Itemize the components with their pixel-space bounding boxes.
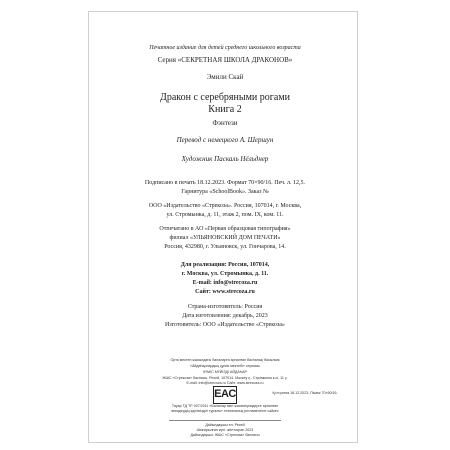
kz-line9: Дайындаушы ел: Ресей bbox=[205, 423, 245, 427]
printer-line1: Отпечатано в АО «Первая образцовая типография» bbox=[159, 226, 291, 232]
publisher-line2: ул. Стромынка, д. 11, этаж 2, пом. IX, ком. 11. bbox=[166, 212, 284, 218]
sales-email: E-mail: info@strecoza.ru bbox=[192, 280, 258, 286]
age-note: Печатное издание для детей среднего школьного возраста bbox=[149, 45, 301, 51]
sales-line1: Для реализации: Россия, 107014, bbox=[180, 262, 270, 268]
book-volume: Книга 2 bbox=[208, 104, 242, 115]
sales-site: Сайт: www.strecoza.ru bbox=[195, 289, 255, 295]
kz-line4: ЖШС «Стрекоза» баспасы. Ресей, 107014, Мәскеу қ., Стромынка к-сі, 11 ү. bbox=[162, 376, 288, 380]
translator: Перевод с немецкого А. Шершун bbox=[176, 136, 274, 144]
book-title: Дракон с серебряными рогами bbox=[160, 92, 290, 103]
printer-line2: филиал «УЛЬЯНОВСКИЙ ДОМ ПЕЧАТИ» bbox=[169, 235, 281, 241]
kz-line7: Тауар ТД ТР 007/2011 «Балалар мен жасөспірімдерге арналған bbox=[171, 404, 279, 408]
eac-mark: EAC bbox=[213, 386, 237, 404]
kz-line1: Орта мектеп жасындағы балаларға арналған баспалық басылым bbox=[170, 358, 280, 362]
kz-line11: Дайындаушы: ЖШС «Стрекоза» баспасы bbox=[190, 433, 260, 437]
author: Эмили Скай bbox=[206, 73, 244, 81]
kz-line6: Қол қоюға 18.12.2023. Пішімі 70×90/16. bbox=[272, 391, 338, 395]
printer-line3: Россия, 432980, г. Ульяновск, ул. Гончарова, 14. bbox=[164, 244, 286, 250]
divider bbox=[169, 420, 281, 421]
print-info-line1: Подписано в печать 18.12.2023. Формат 70×90/16. Печ. л. 12,5. bbox=[144, 180, 306, 186]
kz-line5: E-mail: info@strecoza.ru Сайт: www.strecoza.ru bbox=[186, 381, 264, 385]
print-info-line2: Гарнитура «SchoolBook». Заказ № bbox=[181, 189, 269, 195]
country-of-manufacture: Страна-изготовитель: Россия bbox=[187, 304, 263, 310]
sales-line2: г. Москва, ул. Стромынка, д. 11. bbox=[181, 271, 269, 277]
genre: Фэнтези bbox=[212, 119, 238, 127]
kz-line10: Шығарылған күні: желтоқсан 2023 bbox=[196, 428, 254, 432]
kz-line3: КҮМІС МҮЙІЗДІ АЙДАҺАР bbox=[203, 370, 247, 374]
kz-line2: «Айдаһарлардың құпия мектебі» сериясы bbox=[190, 364, 260, 368]
kz-line8: өнімдердің қауіпсіздігі туралы» техникалық регламентіне сәйкес bbox=[171, 409, 279, 413]
illustrator: Художник Паскаль Нёльднер bbox=[181, 155, 269, 163]
publisher-line1: ООО «Издательство «Стрекоза». Россия, 107014, г. Москва, bbox=[148, 203, 302, 209]
manufacture-date: Дата изготовления: декабрь, 2023 bbox=[182, 313, 268, 319]
manufacturer: Изготовитель: ООО «Издательство «Стрекоза» bbox=[165, 322, 285, 328]
series-title: Серия «СЕКРЕТНАЯ ШКОЛА ДРАКОНОВ» bbox=[157, 56, 293, 64]
